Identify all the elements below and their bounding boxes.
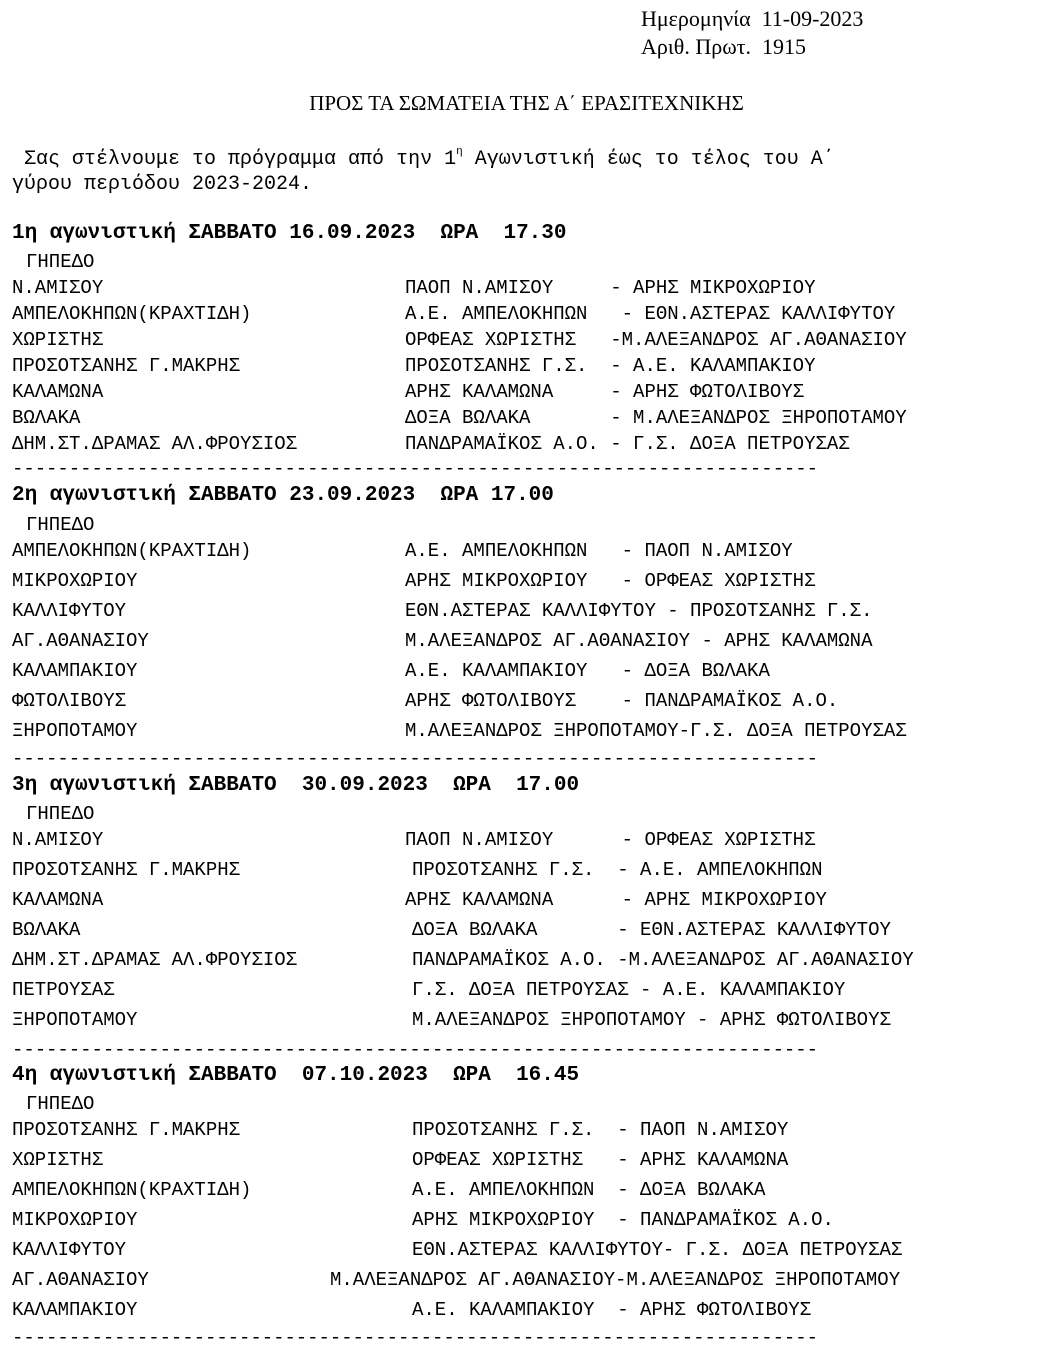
round-separator: -----------------------------------------------------------------------	[12, 748, 818, 770]
intro-text-before: Σας στέλνουμε το πρόγραμμα από την 1	[12, 148, 457, 171]
intro-superscript: η	[456, 146, 463, 158]
venue-name: ΞΗΡΟΠΟΤΑΜΟΥ	[12, 1009, 138, 1031]
match-fixture: ΟΡΦΕΑΣ ΧΩΡΙΣΤΗΣ - ΑΡΗΣ ΚΑΛΑΜΩΝΑ	[412, 1149, 789, 1171]
venue-name: ΚΑΛΛΙΦΥΤΟΥ	[12, 1239, 127, 1261]
match-fixture: Μ.ΑΛΕΞΑΝΔΡΟΣ ΞΗΡΟΠΟΤΑΜΟΥ - ΑΡΗΣ ΦΩΤΟΛΙΒΟΥΣ	[412, 1009, 891, 1031]
match-fixture: ΑΡΗΣ ΜΙΚΡΟΧΩΡΙΟΥ - ΟΡΦΕΑΣ ΧΩΡΙΣΤΗΣ	[405, 570, 816, 592]
match-fixture: ΠΡΟΣΟΤΣΑΝΗΣ Γ.Σ. - ΠΑΟΠ Ν.ΑΜΙΣΟΥ	[412, 1119, 789, 1141]
match-fixture: Α.Ε. ΚΑΛΑΜΠΑΚΙΟΥ - ΑΡΗΣ ΦΩΤΟΛΙΒΟΥΣ	[412, 1299, 812, 1321]
venue-name: ΚΑΛΛΙΦΥΤΟΥ	[12, 600, 127, 622]
venue-name: ΠΡΟΣΟΤΣΑΝΗΣ Γ.ΜΑΚΡΗΣ	[12, 1119, 241, 1141]
venue-name: ΑΜΠΕΛΟΚΗΠΩΝ(ΚΡΑΧΤΙΔΗ)	[12, 303, 252, 325]
intro-line-1	[12, 146, 835, 171]
venue-name: ΑΓ.ΑΘΑΝΑΣΙΟΥ	[12, 1269, 149, 1291]
venue-column-label: ΓΗΠΕΔΟ	[26, 1093, 95, 1115]
match-fixture: Μ.ΑΛΕΞΑΝΔΡΟΣ ΑΓ.ΑΘΑΝΑΣΙΟΥ - ΑΡΗΣ ΚΑΛΑΜΩΝΑ	[405, 630, 873, 652]
venue-name: ΦΩΤΟΛΙΒΟΥΣ	[12, 690, 127, 712]
match-fixture: Α.Ε. ΑΜΠΕΛΟΚΗΠΩΝ - ΕΘΝ.ΑΣΤΕΡΑΣ ΚΑΛΛΙΦΥΤΟΥ	[405, 303, 896, 325]
venue-name: ΒΩΛΑΚΑ	[12, 407, 81, 429]
venue-name: ΠΕΤΡΟΥΣΑΣ	[12, 979, 115, 1001]
venue-name: ΑΜΠΕΛΟΚΗΠΩΝ(ΚΡΑΧΤΙΔΗ)	[12, 1179, 252, 1201]
match-fixture: ΑΡΗΣ ΜΙΚΡΟΧΩΡΙΟΥ - ΠΑΝΔΡΑΜΑΪΚΟΣ Α.Ο.	[412, 1209, 834, 1231]
round-separator: -----------------------------------------------------------------------	[12, 1327, 818, 1349]
venue-name: Ν.ΑΜΙΣΟΥ	[12, 277, 104, 299]
round-separator: -----------------------------------------------------------------------	[12, 1039, 818, 1061]
venue-name: ΚΑΛΑΜΠΑΚΙΟΥ	[12, 660, 138, 682]
document-title: ΠΡΟΣ ΤΑ ΣΩΜΑΤΕΙΑ ΤΗΣ Α΄ ΕΡΑΣΙΤΕΧΝΙΚΗΣ	[309, 91, 744, 115]
match-fixture: ΕΘΝ.ΑΣΤΕΡΑΣ ΚΑΛΛΙΦΥΤΟΥ - ΠΡΟΣΟΤΣΑΝΗΣ Γ.Σ.	[405, 600, 873, 622]
venue-name: ΠΡΟΣΟΤΣΑΝΗΣ Γ.ΜΑΚΡΗΣ	[12, 355, 241, 377]
venue-name: ΜΙΚΡΟΧΩΡΙΟΥ	[12, 1209, 138, 1231]
venue-name: ΞΗΡΟΠΟΤΑΜΟΥ	[12, 720, 138, 742]
round-4-heading: 4η αγωνιστική ΣΑΒΒΑΤΟ 07.10.2023 ΩΡΑ 16.45	[12, 1064, 580, 1087]
venue-column-label: ΓΗΠΕΔΟ	[26, 803, 95, 825]
match-fixture: ΠΑΟΠ Ν.ΑΜΙΣΟΥ - ΑΡΗΣ ΜΙΚΡΟΧΩΡΙΟΥ	[405, 277, 816, 299]
match-fixture: Α.Ε. ΑΜΠΕΛΟΚΗΠΩΝ - ΠΑΟΠ Ν.ΑΜΙΣΟΥ	[405, 540, 793, 562]
venue-name: ΚΑΛΑΜΠΑΚΙΟΥ	[12, 1299, 138, 1321]
venue-name: ΜΙΚΡΟΧΩΡΙΟΥ	[12, 570, 138, 592]
match-fixture: ΔΟΞΑ ΒΩΛΑΚΑ - ΕΘΝ.ΑΣΤΕΡΑΣ ΚΑΛΛΙΦΥΤΟΥ	[412, 919, 891, 941]
venue-name: ΒΩΛΑΚΑ	[12, 919, 81, 941]
intro-line-2: γύρου περιόδου 2023-2024.	[12, 173, 313, 196]
match-fixture: ΠΡΟΣΟΤΣΑΝΗΣ Γ.Σ. - Α.Ε. ΚΑΛΑΜΠΑΚΙΟΥ	[405, 355, 816, 377]
match-fixture: ΠΑΝΔΡΑΜΑΪΚΟΣ Α.Ο. -Μ.ΑΛΕΞΑΝΔΡΟΣ ΑΓ.ΑΘΑΝΑΣΙΟΥ	[412, 949, 914, 971]
match-fixture: ΠΡΟΣΟΤΣΑΝΗΣ Γ.Σ. - Α.Ε. ΑΜΠΕΛΟΚΗΠΩΝ	[412, 859, 823, 881]
document-date: Ημερομηνία 11-09-2023	[641, 6, 864, 31]
match-fixture: ΑΡΗΣ ΚΑΛΑΜΩΝΑ - ΑΡΗΣ ΜΙΚΡΟΧΩΡΙΟΥ	[405, 889, 827, 911]
match-fixture: Α.Ε. ΑΜΠΕΛΟΚΗΠΩΝ - ΔΟΞΑ ΒΩΛΑΚΑ	[412, 1179, 766, 1201]
match-fixture: ΟΡΦΕΑΣ ΧΩΡΙΣΤΗΣ -Μ.ΑΛΕΞΑΝΔΡΟΣ ΑΓ.ΑΘΑΝΑΣΙΟΥ	[405, 329, 907, 351]
match-fixture: ΕΘΝ.ΑΣΤΕΡΑΣ ΚΑΛΛΙΦΥΤΟΥ- Γ.Σ. ΔΟΞΑ ΠΕΤΡΟΥΣΑΣ	[412, 1239, 903, 1261]
venue-name: ΠΡΟΣΟΤΣΑΝΗΣ Γ.ΜΑΚΡΗΣ	[12, 859, 241, 881]
round-1-heading: 1η αγωνιστική ΣΑΒΒΑΤΟ 16.09.2023 ΩΡΑ 17.30	[12, 222, 567, 245]
intro-text-after: Αγωνιστική έως το τέλος του Α΄	[462, 148, 835, 171]
match-fixture: ΑΡΗΣ ΚΑΛΑΜΩΝΑ - ΑΡΗΣ ΦΩΤΟΛΙΒΟΥΣ	[405, 381, 805, 403]
venue-column-label: ΓΗΠΕΔΟ	[26, 514, 95, 536]
match-fixture: ΠΑΝΔΡΑΜΑΪΚΟΣ Α.Ο. - Γ.Σ. ΔΟΞΑ ΠΕΤΡΟΥΣΑΣ	[405, 433, 850, 455]
venue-name: ΔΗΜ.ΣΤ.ΔΡΑΜΑΣ ΑΛ.ΦΡΟΥΣΙΟΣ	[12, 949, 298, 971]
match-fixture: ΠΑΟΠ Ν.ΑΜΙΣΟΥ - ΟΡΦΕΑΣ ΧΩΡΙΣΤΗΣ	[405, 829, 816, 851]
match-fixture: Α.Ε. ΚΑΛΑΜΠΑΚΙΟΥ - ΔΟΞΑ ΒΩΛΑΚΑ	[405, 660, 770, 682]
round-3-heading: 3η αγωνιστική ΣΑΒΒΑΤΟ 30.09.2023 ΩΡΑ 17.00	[12, 774, 580, 797]
venue-name: ΑΜΠΕΛΟΚΗΠΩΝ(ΚΡΑΧΤΙΔΗ)	[12, 540, 252, 562]
round-separator: -----------------------------------------------------------------------	[12, 458, 818, 480]
match-fixture: ΔΟΞΑ ΒΩΛΑΚΑ - Μ.ΑΛΕΞΑΝΔΡΟΣ ΞΗΡΟΠΟΤΑΜΟΥ	[405, 407, 907, 429]
protocol-number: Αριθ. Πρωτ. 1915	[641, 34, 807, 59]
venue-name: ΚΑΛΑΜΩΝΑ	[12, 889, 104, 911]
venue-name: Ν.ΑΜΙΣΟΥ	[12, 829, 104, 851]
venue-name: ΧΩΡΙΣΤΗΣ	[12, 1149, 104, 1171]
venue-name: ΧΩΡΙΣΤΗΣ	[12, 329, 104, 351]
venue-name: ΑΓ.ΑΘΑΝΑΣΙΟΥ	[12, 630, 149, 652]
round-2-heading: 2η αγωνιστική ΣΑΒΒΑΤΟ 23.09.2023 ΩΡΑ 17.00	[12, 484, 554, 507]
match-fixture: Γ.Σ. ΔΟΞΑ ΠΕΤΡΟΥΣΑΣ - Α.Ε. ΚΑΛΑΜΠΑΚΙΟΥ	[412, 979, 846, 1001]
venue-column-label: ΓΗΠΕΔΟ	[26, 251, 95, 273]
venue-name: ΔΗΜ.ΣΤ.ΔΡΑΜΑΣ ΑΛ.ΦΡΟΥΣΙΟΣ	[12, 433, 298, 455]
match-fixture: Μ.ΑΛΕΞΑΝΔΡΟΣ ΑΓ.ΑΘΑΝΑΣΙΟΥ-Μ.ΑΛΕΞΑΝΔΡΟΣ ΞΗΡΟΠΟΤΑΜΟΥ	[330, 1269, 901, 1291]
match-fixture: Μ.ΑΛΕΞΑΝΔΡΟΣ ΞΗΡΟΠΟΤΑΜΟΥ-Γ.Σ. ΔΟΞΑ ΠΕΤΡΟΥΣΑΣ	[405, 720, 907, 742]
match-fixture: ΑΡΗΣ ΦΩΤΟΛΙΒΟΥΣ - ΠΑΝΔΡΑΜΑΪΚΟΣ Α.Ο.	[405, 690, 839, 712]
venue-name: ΚΑΛΑΜΩΝΑ	[12, 381, 104, 403]
